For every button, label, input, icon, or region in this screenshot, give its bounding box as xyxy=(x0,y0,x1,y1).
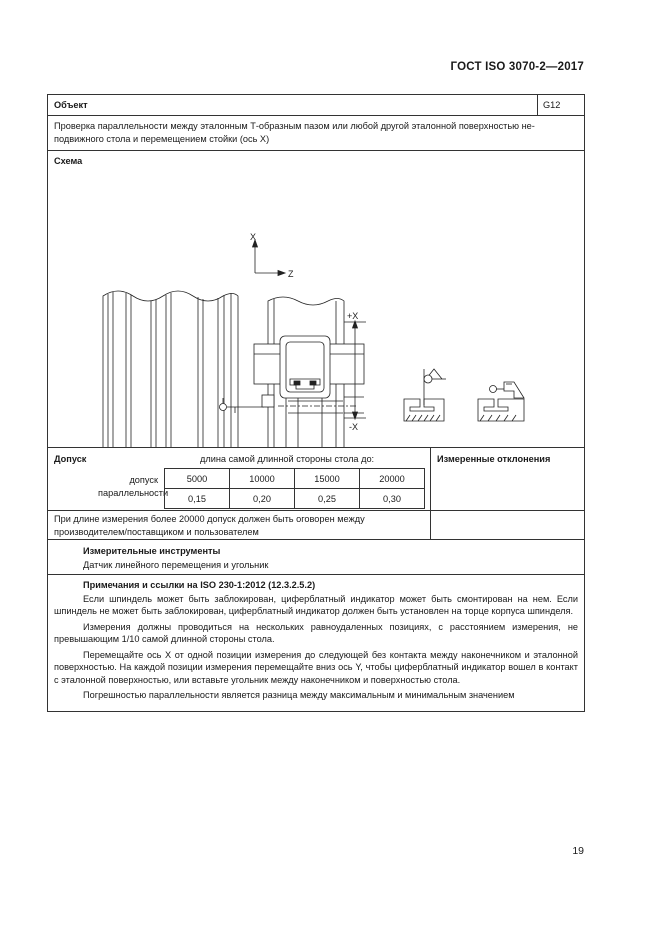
length-cell: 10000 xyxy=(230,469,295,489)
page-number: 19 xyxy=(572,845,584,857)
length-cell: 20000 xyxy=(360,469,425,489)
length-cell: 5000 xyxy=(165,469,230,489)
extra-note-row xyxy=(48,511,584,540)
tolerance-row xyxy=(48,448,584,511)
measured-deviations-title: Измеренные отклонения xyxy=(437,454,551,464)
value-cell: 0,30 xyxy=(360,489,425,509)
tolerance-table xyxy=(164,468,425,509)
detail-square-on-slot xyxy=(478,382,524,421)
tolerance-subtitle: длина самой длинной стороны стола до: xyxy=(200,454,375,464)
scheme-row xyxy=(48,151,584,448)
object-label: Объект xyxy=(54,100,88,110)
value-cell: 0,25 xyxy=(295,489,360,509)
axis-x-label: X xyxy=(250,232,257,242)
value-cell: 0,20 xyxy=(230,489,295,509)
instruments-text: Датчик линейного перемещения и угольник xyxy=(83,560,269,570)
note-paragraph: Измерения должны проводиться на нескольких равноудаленных позициях, с расстоянием измерения, не превышающим 1/10 самой длинной стороны стола. xyxy=(54,621,578,644)
scheme-diagram xyxy=(48,151,584,447)
param-line1: допуск xyxy=(129,475,158,485)
note-paragraph: Если шпиндель может быть заблокирован, циферблатный индикатор может быть смонтирован на нем. Если шпиндель не может быть заблокирован, циферблатный индикатор должен быть установлен на торце корпуса шпинделя. xyxy=(54,593,578,616)
instruments-row xyxy=(48,540,584,575)
note-paragraph: Погрешностью параллельности является разница между максимальным и минимальным значением xyxy=(83,690,515,700)
detail-indicator-on-slot xyxy=(404,369,446,421)
param-line2: параллельности xyxy=(98,487,169,498)
extra-note: При длине измерения более 20000 допуск должен быть оговорен между производителем/поставщиком и пользователем xyxy=(54,514,365,537)
axis-minus-x-label: -X xyxy=(349,422,358,432)
axis-indicator xyxy=(253,240,286,276)
tolerance-param-label xyxy=(98,474,169,499)
extra-note-cell xyxy=(48,511,431,539)
machine-column xyxy=(103,291,238,447)
object-code: G12 xyxy=(543,100,561,110)
axis-z-label: Z xyxy=(288,269,294,279)
inspection-card xyxy=(47,94,585,712)
object-row xyxy=(48,95,584,116)
instruments-title: Измерительные инструменты xyxy=(83,546,221,556)
length-cell: 15000 xyxy=(295,469,360,489)
notes-title: Примечания и ссылки на ISO 230-1:2012 (12.3.2.5.2) xyxy=(83,580,316,590)
value-cell: 0,15 xyxy=(165,489,230,509)
document-header: ГОСТ ISO 3070-2—2017 xyxy=(450,61,584,73)
tolerance-title: Допуск xyxy=(54,454,87,464)
object-code-cell xyxy=(537,95,584,115)
object-description: Проверка параллельности между эталонным Т-образным пазом или любой другой эталонной поверхностью не-подвижного стола и перемещением стойки (ось X) xyxy=(48,116,584,151)
tolerance-cell xyxy=(48,448,431,510)
scheme-label: Схема xyxy=(54,156,83,166)
note-paragraph: Перемещайте ось X от одной позиции измерения до следующей без контакта между наконечником и эталонной поверхностью. На каждой позиции измерения перемещайте вниз ось Y, чтобы циферблатный индикатор вошел в контакт с эталонной поверхностью, или вставьте угольник между наконечником и поверхностью стола. xyxy=(54,649,578,685)
axis-plus-x-label: +X xyxy=(347,311,359,321)
notes-row xyxy=(48,575,584,711)
